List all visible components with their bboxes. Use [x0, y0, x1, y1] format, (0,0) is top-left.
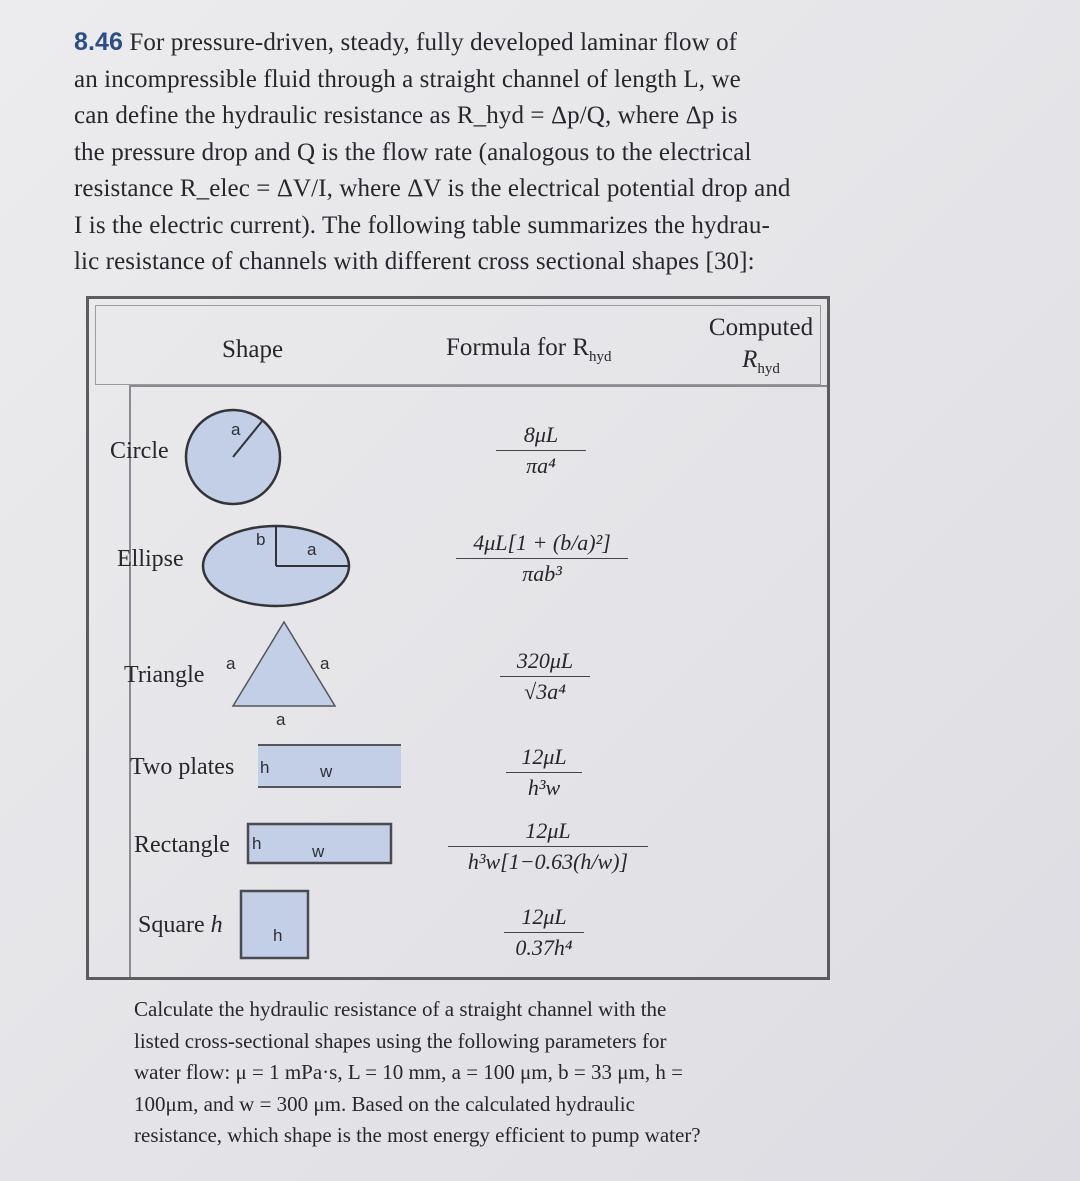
- problem-line-3: can define the hydraulic resistance as R_hyd = Δp/Q, where Δp is: [74, 102, 738, 129]
- row-label-rectangle: Rectangle: [134, 832, 230, 858]
- square-shape: [241, 891, 308, 958]
- row-label-square: Square h: [138, 912, 223, 938]
- row-label-ellipse: Ellipse: [117, 546, 184, 572]
- row-label-two-plates: Two plates: [130, 754, 235, 780]
- rectangle-dim-h: h: [252, 834, 262, 853]
- triangle-dim-right: a: [320, 654, 330, 673]
- problem-line-5: resistance R_elec = ΔV/I, where ΔV is the electrical potential drop and: [74, 175, 791, 202]
- formula-square: $\frac{12\mu L}{\text{0.37h⁴}}$: [504, 904, 584, 961]
- two-plates-dim-w: w: [320, 762, 333, 781]
- question-line-4: 100μm, and w = 300 μm. Based on the calculated hydraulic: [134, 1091, 635, 1116]
- problem-line-1: 8.46 For pressure-driven, steady, fully developed laminar flow of: [74, 28, 738, 56]
- question-line-5: resistance, which shape is the most energy efficient to pump water?: [134, 1123, 701, 1147]
- formula-triangle: $\frac{320\mu L}{\text{√3a⁴}}$: [500, 648, 590, 705]
- question-line-2: listed cross-sectional shapes using the following parameters for: [134, 1028, 667, 1053]
- problem-line-4: the pressure drop and Q is the flow rate (analogous to the electrical: [74, 138, 752, 166]
- formula-rectangle: $\frac{12\mu L}{\text{h³w[1−0.63(h/w)]}}$: [448, 818, 648, 875]
- ellipse-dim-a: a: [307, 540, 317, 559]
- problem-line-7: lic resistance of channels with different cross sectional shapes [30]:: [74, 248, 755, 275]
- triangle-dim-left: a: [226, 654, 236, 673]
- two-plates-dim-h: h: [260, 758, 270, 777]
- header-computed: Computed $R_{hyd}$: [708, 314, 814, 377]
- formula-ellipse: 4μL[1 + (b/a)²] πab³: [456, 530, 628, 587]
- problem-line-6: I is the electric current). The following table summarizes the hydrau-: [74, 211, 770, 239]
- ellipse-dim-b: b: [256, 530, 266, 549]
- formula-circle: $\frac{8\mu L}{\text{πa⁴}}$: [496, 422, 586, 479]
- row-label-circle: Circle: [110, 438, 169, 464]
- row-label-triangle: Triangle: [124, 662, 205, 688]
- formula-two-plates: $\frac{12\mu L}{\text{h³w}}$: [506, 744, 582, 801]
- header-formula: Formula for $R_{hyd}$: [446, 334, 612, 365]
- problem-number: 8.46: [74, 28, 124, 56]
- rectangle-dim-w: w: [312, 842, 325, 861]
- problem-line-2: an incompressible fluid through a straight channel of length L, we: [74, 65, 741, 93]
- square-dim-h: h: [273, 926, 283, 945]
- question-text: [134, 994, 824, 1152]
- question-line-1: Calculate the hydraulic resistance of a straight channel with the: [134, 997, 667, 1021]
- question-line-3: water flow: μ = 1 mPa·s, L = 10 mm, a = 100 μm, b = 33 μm, h =: [134, 1060, 683, 1084]
- triangle-dim-base: a: [276, 710, 286, 729]
- header-shape: Shape: [222, 336, 284, 363]
- circle-dim-a: a: [231, 420, 241, 439]
